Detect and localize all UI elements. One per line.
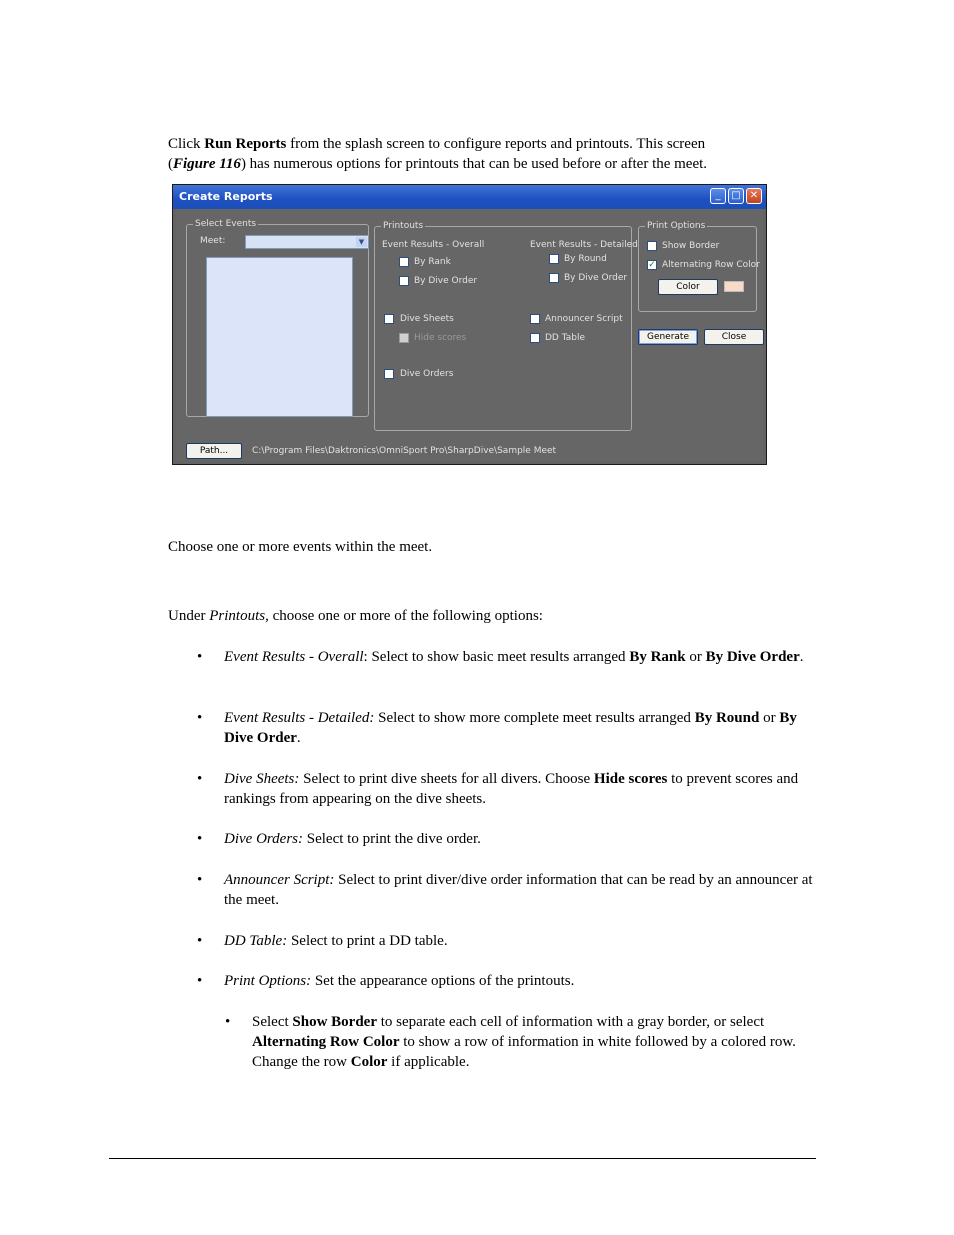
list-item: • Dive Orders: Select to print the dive order.: [197, 831, 481, 847]
dive-orders-checkbox[interactable]: [384, 369, 394, 379]
maximize-icon[interactable]: □: [728, 188, 744, 204]
bullet-term: Announcer Script:: [224, 872, 335, 888]
list-item: • DD Table: Select to print a DD table.: [197, 933, 448, 949]
footer-rule: [109, 1158, 816, 1159]
body-text: Under: [168, 608, 210, 624]
dialog-client-area: [176, 209, 763, 461]
title-bar[interactable]: [173, 185, 766, 209]
generate-button[interactable]: Generate: [638, 329, 698, 345]
choose-events-paragraph: Choose one or more events within the meet.: [168, 539, 433, 555]
row-color-swatch: [724, 281, 744, 292]
intro-text: from the splash screen to configure reports and printouts. This screen: [286, 136, 706, 152]
close-button[interactable]: Close: [704, 329, 764, 345]
by-rank-label: By Rank: [414, 257, 451, 267]
by-round-label: By Round: [564, 254, 607, 264]
list-item: • Event Results - Overall: Select to show basic meet results arranged By Rank or By Dive Order.: [197, 649, 804, 665]
printouts-term: Printouts: [209, 608, 266, 624]
by-dive-order-detailed-checkbox[interactable]: [549, 273, 559, 283]
dd-table-checkbox[interactable]: [530, 333, 540, 343]
run-reports-term: Run Reports: [204, 136, 287, 152]
event-results-detailed-label: Event Results - Detailed: [530, 240, 638, 250]
print-options-label: Print Options: [647, 221, 706, 231]
show-border-label: Show Border: [662, 241, 720, 251]
hide-scores-label: Hide scores: [414, 333, 467, 343]
bullet-term: Event Results - Overall: [224, 649, 364, 665]
create-reports-window: [172, 184, 767, 465]
by-dive-order-checkbox[interactable]: [399, 276, 409, 286]
bullet-term: DD Table:: [224, 933, 288, 949]
intro-text: ) has numerous options for printouts that can be used before or after the meet.: [240, 156, 708, 172]
intro-text: (: [168, 156, 173, 172]
printouts-label: Printouts: [383, 221, 424, 231]
body-text: , choose one or more of the following options:: [265, 608, 543, 624]
by-dive-order-detailed-label: By Dive Order: [564, 273, 628, 283]
printouts-intro-paragraph: [168, 606, 808, 626]
show-border-checkbox[interactable]: [647, 241, 657, 251]
list-item: • Announcer Script: Select to print diver/dive order information that can be read by an announcer at the meet.: [197, 872, 813, 908]
by-round-checkbox[interactable]: [549, 254, 559, 264]
events-listbox[interactable]: [206, 257, 353, 417]
printouts-group: [374, 221, 638, 431]
select-events-group: [186, 219, 369, 417]
path-value: C:\Program Files\Daktronics\OmniSport Pro\SharpDive\Sample Meet: [252, 446, 557, 456]
dive-sheets-label: Dive Sheets: [400, 314, 454, 324]
announcer-script-label: Announcer Script: [545, 314, 623, 324]
figure-reference: Figure 116: [173, 156, 241, 172]
intro-paragraph: [168, 134, 808, 174]
dive-orders-label: Dive Orders: [400, 369, 454, 379]
select-events-label: Select Events: [195, 219, 257, 229]
bullet-term: Event Results - Detailed:: [224, 710, 375, 726]
dd-table-label: DD Table: [545, 333, 585, 343]
list-item: • Print Options: Set the appearance options of the printouts.: [197, 973, 575, 989]
hide-scores-checkbox[interactable]: [399, 333, 409, 343]
intro-text: Click: [168, 136, 205, 152]
chevron-down-icon[interactable]: ▼: [356, 237, 367, 247]
dive-sheets-checkbox[interactable]: [384, 314, 394, 324]
list-item: • Dive Sheets: Select to print dive sheets for all divers. Choose Hide scores to prevent scores and rankings from appearing on the dive sheets.: [197, 771, 799, 807]
list-item: • Event Results - Detailed: Select to show more complete meet results arranged By Round or By Dive Order.: [197, 710, 797, 746]
bullet-term: Dive Sheets:: [224, 771, 300, 787]
close-icon[interactable]: ✕: [746, 188, 762, 204]
alternating-row-color-label: Alternating Row Color: [662, 260, 760, 270]
meet-dropdown[interactable]: [245, 235, 369, 249]
by-dive-order-label: By Dive Order: [414, 276, 478, 286]
bullet-term: Print Options:: [224, 973, 312, 989]
minimize-icon[interactable]: _: [710, 188, 726, 204]
path-button[interactable]: Path...: [186, 443, 242, 459]
color-button[interactable]: Color: [658, 279, 718, 295]
event-results-overall-label: Event Results - Overall: [382, 240, 485, 250]
bullet-term: Dive Orders:: [224, 831, 304, 847]
announcer-script-checkbox[interactable]: [530, 314, 540, 324]
alternating-row-color-checkbox[interactable]: ✓: [648, 260, 656, 270]
sub-list-item: • Select Show Border to separate each cell of information with a gray border, or select Alternating Row Color to show a row of information in white followed by a colored row. Change the row Color if applicable.: [225, 1014, 796, 1070]
meet-label: Meet:: [200, 236, 226, 246]
window-title: Create Reports: [179, 190, 273, 203]
print-options-group: [638, 221, 760, 312]
by-rank-checkbox[interactable]: [399, 257, 409, 267]
